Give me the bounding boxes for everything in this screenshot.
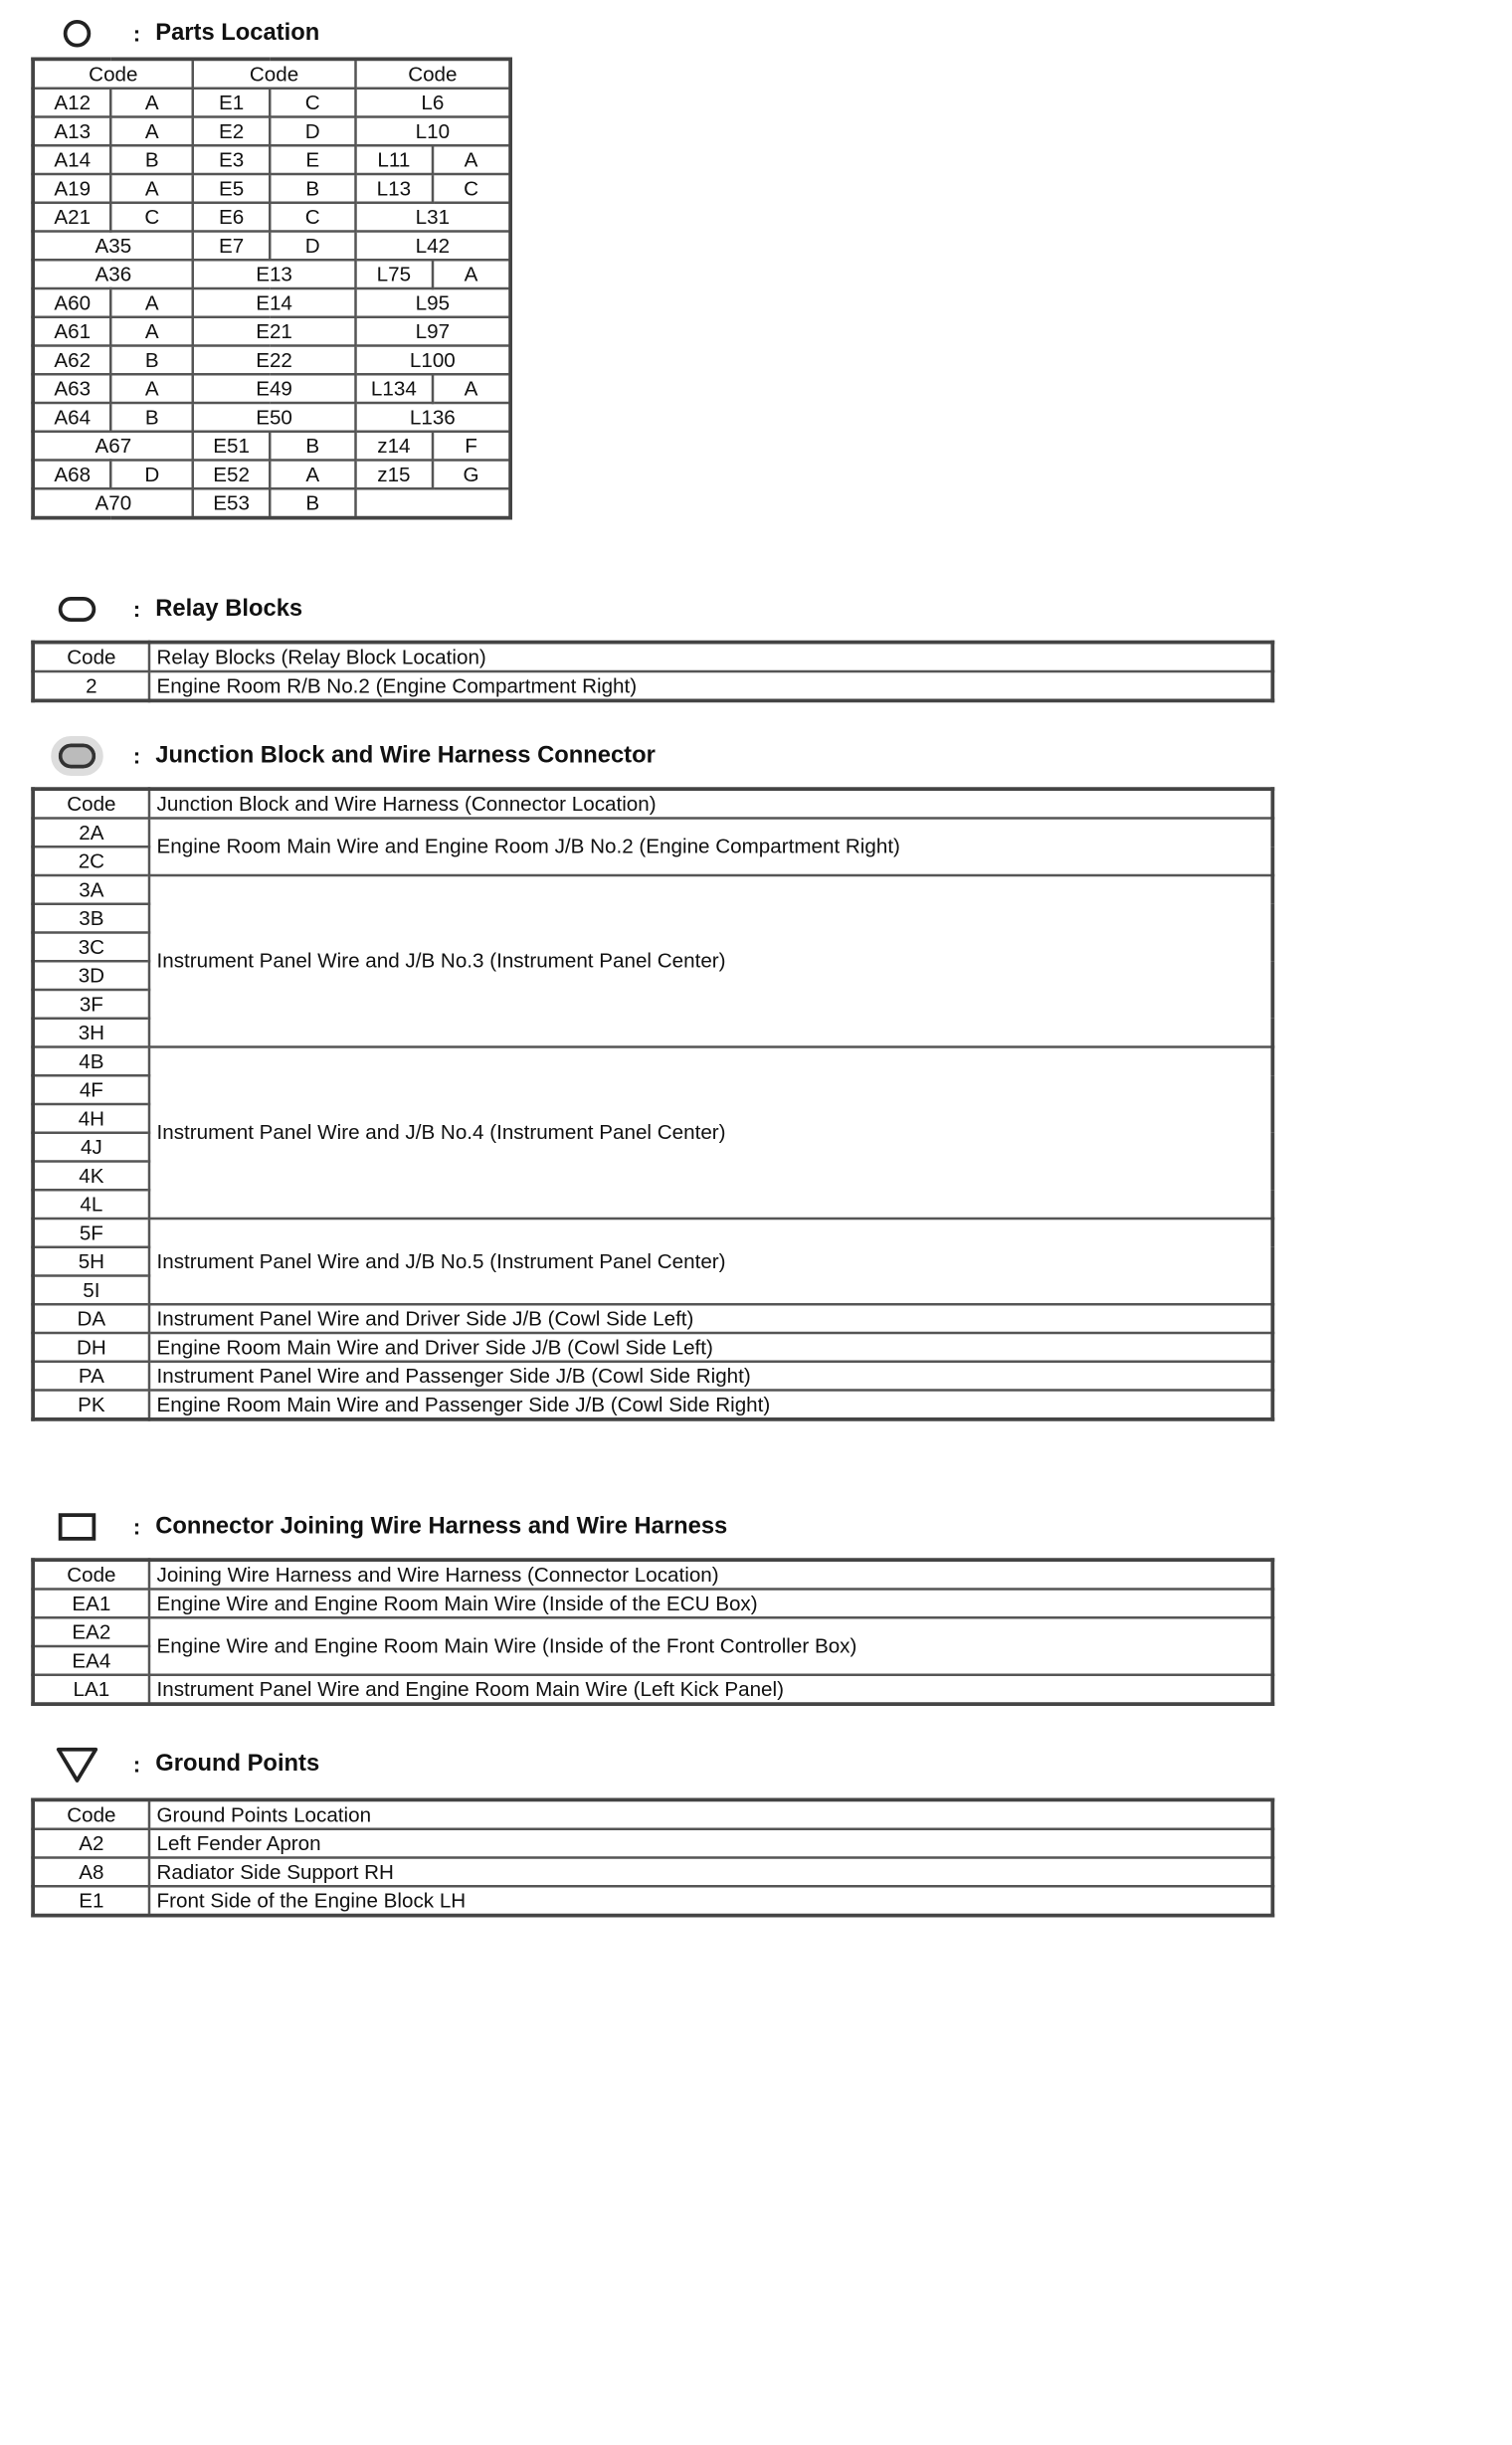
part-location-letter: C [270,203,355,232]
part-code: E5 [193,174,270,203]
code-cell: 3C [33,933,149,962]
table-row [33,461,510,489]
part-code: L134 [355,374,432,403]
part-code: E3 [193,145,270,174]
part-code: L6 [355,89,510,117]
part-location-letter: B [270,488,355,517]
part-location-letter: C [111,203,193,232]
description-cell: Engine Room R/B No.2 (Engine Compartment Right) [149,671,1272,700]
heading-colon: : [132,20,141,46]
column-header: Code [33,59,193,88]
part-location-letter: B [111,346,193,375]
ground-points-table [31,1798,1274,1918]
part-code [355,488,510,517]
part-code: L31 [355,203,510,232]
code-cell: EA1 [33,1590,149,1618]
junction-block-table [31,787,1274,1421]
code-cell: 3D [33,961,149,990]
description-cell: Instrument Panel Wire and Driver Side J/B (Cowl Side Left) [149,1304,1272,1333]
part-code: E13 [193,260,355,288]
table-row [33,819,1272,847]
part-code: L11 [355,145,432,174]
part-location-letter: C [270,89,355,117]
part-location-letter: A [111,288,193,317]
description-cell: Instrument Panel Wire and J/B No.3 (Instrument Panel Center) [149,875,1272,1047]
part-code: A13 [33,117,111,146]
table-row [33,317,510,346]
code-cell: 5F [33,1219,149,1247]
code-cell: 3B [33,904,149,933]
header-row [33,789,1272,818]
part-location-letter: D [270,117,355,146]
part-code: L42 [355,232,510,261]
heading-colon: : [132,742,141,768]
part-code: A61 [33,317,111,346]
description-cell: Instrument Panel Wire and Engine Room Main Wire (Left Kick Panel) [149,1675,1272,1704]
oval-icon [59,597,96,622]
table-row [33,174,510,203]
part-code: A64 [33,403,111,432]
part-location-letter: A [270,461,355,489]
part-code: E50 [193,403,355,432]
table-row [33,374,510,403]
table-row [33,1362,1272,1391]
description-cell: Engine Room Main Wire and Driver Side J/B (Cowl Side Left) [149,1333,1272,1362]
part-code: A12 [33,89,111,117]
table-row [33,89,510,117]
description-cell: Engine Room Main Wire and Engine Room J/B No.2 (Engine Compartment Right) [149,819,1272,876]
part-code: L95 [355,288,510,317]
part-code: E49 [193,374,355,403]
table-row [33,875,1272,904]
part-code: L100 [355,346,510,375]
code-cell: 2C [33,846,149,875]
description-cell: Radiator Side Support RH [149,1858,1272,1887]
column-header-description: Joining Wire Harness and Wire Harness (Connector Location) [149,1560,1272,1589]
description-cell: Left Fender Apron [149,1829,1272,1858]
column-header-code: Code [33,643,149,671]
description-cell: Instrument Panel Wire and Passenger Side J/B (Cowl Side Right) [149,1362,1272,1391]
table-row [33,288,510,317]
heading-colon: : [132,1751,141,1777]
code-cell: PA [33,1362,149,1391]
table-row [33,1675,1272,1704]
part-code: E6 [193,203,270,232]
part-code: L97 [355,317,510,346]
code-cell: 4K [33,1162,149,1191]
connector-joining-table [31,1558,1274,1706]
column-header-description: Relay Blocks (Relay Block Location) [149,643,1272,671]
code-cell: 4L [33,1190,149,1219]
table-row [33,671,1272,700]
part-code: E7 [193,232,270,261]
heading-colon: : [132,596,141,622]
junction-block-heading [56,740,656,773]
part-code: E22 [193,346,355,375]
part-code: A63 [33,374,111,403]
part-code: E2 [193,117,270,146]
part-code: A35 [33,232,193,261]
table-row [33,1886,1272,1915]
code-cell: A2 [33,1829,149,1858]
code-cell: 4B [33,1047,149,1076]
part-code: z14 [355,432,432,461]
part-location-letter: A [433,145,511,174]
part-location-letter: A [111,89,193,117]
header-row [33,1560,1272,1589]
section-title: Parts Location [155,20,320,47]
part-code: A14 [33,145,111,174]
table-row [33,1304,1272,1333]
table-row [33,232,510,261]
code-cell: E1 [33,1886,149,1915]
part-code: A21 [33,203,111,232]
section-title: Relay Blocks [155,595,303,622]
code-cell: 2A [33,819,149,847]
code-cell: LA1 [33,1675,149,1704]
part-location-letter: F [433,432,511,461]
table-row [33,1829,1272,1858]
column-header: Code [355,59,510,88]
table-row [33,1047,1272,1076]
column-header: Code [193,59,355,88]
part-location-letter: B [111,403,193,432]
table-row [33,1391,1272,1419]
part-code: L13 [355,174,432,203]
table-row [33,1333,1272,1362]
header-row [33,643,1272,671]
code-cell: 3H [33,1019,149,1047]
table-row [33,145,510,174]
description-cell: Instrument Panel Wire and J/B No.4 (Instrument Panel Center) [149,1047,1272,1220]
part-code: A67 [33,432,193,461]
rectangle-icon [59,1513,96,1541]
table-row [33,203,510,232]
section-title: Ground Points [155,1751,320,1778]
part-code: E53 [193,488,270,517]
part-location-letter: D [111,461,193,489]
part-location-letter: B [270,174,355,203]
ground-points-heading [56,1749,319,1782]
part-code: z15 [355,461,432,489]
part-location-letter: A [111,374,193,403]
part-location-letter: A [433,260,511,288]
description-cell: Instrument Panel Wire and J/B No.5 (Instrument Panel Center) [149,1219,1272,1304]
part-code: E1 [193,89,270,117]
table-row [33,346,510,375]
code-cell: A8 [33,1858,149,1887]
code-cell: PK [33,1391,149,1419]
parts-location-heading [56,18,319,51]
part-code: A19 [33,174,111,203]
code-cell: 3A [33,875,149,904]
part-location-letter: A [111,174,193,203]
code-cell: 4H [33,1104,149,1133]
connector-joining-heading [56,1511,727,1544]
part-code: A36 [33,260,193,288]
header-row [33,1799,1272,1828]
section-title: Junction Block and Wire Harness Connector [155,742,656,769]
parts-location-table [31,58,512,520]
part-location-letter: G [433,461,511,489]
part-location-letter: E [270,145,355,174]
part-code: A62 [33,346,111,375]
section-title: Connector Joining Wire Harness and Wire Harness [155,1513,728,1540]
code-cell: 2 [33,671,149,700]
table-row [33,117,510,146]
table-row [33,488,510,517]
part-code: L75 [355,260,432,288]
part-location-letter: A [433,374,511,403]
column-header-description: Junction Block and Wire Harness (Connector Location) [149,789,1272,818]
part-location-letter: C [433,174,511,203]
part-code: E52 [193,461,270,489]
part-code: E51 [193,432,270,461]
part-code: A60 [33,288,111,317]
code-cell: 3F [33,990,149,1019]
column-header-code: Code [33,1560,149,1589]
code-cell: 5H [33,1247,149,1276]
code-cell: EA4 [33,1646,149,1675]
relay-blocks-table [31,641,1274,703]
part-location-letter: A [111,317,193,346]
code-cell: DH [33,1333,149,1362]
code-cell: 4J [33,1133,149,1162]
description-cell: Engine Room Main Wire and Passenger Side J/B (Cowl Side Right) [149,1391,1272,1419]
table-row [33,1219,1272,1247]
description-cell: Engine Wire and Engine Room Main Wire (Inside of the ECU Box) [149,1590,1272,1618]
table-row [33,403,510,432]
column-header-description: Ground Points Location [149,1799,1272,1828]
table-row [33,1858,1272,1887]
description-cell: Front Side of the Engine Block LH [149,1886,1272,1915]
code-cell: DA [33,1304,149,1333]
shaded-oval-icon [59,744,96,769]
table-row [33,260,510,288]
part-code: L10 [355,117,510,146]
heading-colon: : [132,1513,141,1539]
part-code: A68 [33,461,111,489]
part-location-letter: D [270,232,355,261]
code-cell: 4F [33,1075,149,1104]
code-cell: EA2 [33,1617,149,1646]
description-cell: Engine Wire and Engine Room Main Wire (Inside of the Front Controller Box) [149,1617,1272,1675]
table-row [33,1590,1272,1618]
table-row [33,432,510,461]
part-location-letter: A [111,117,193,146]
part-location-letter: B [270,432,355,461]
part-code: E21 [193,317,355,346]
column-header-code: Code [33,1799,149,1828]
part-location-letter: B [111,145,193,174]
table-row [33,1617,1272,1646]
code-cell: 5I [33,1276,149,1305]
triangle-icon [56,1746,98,1784]
part-code: L136 [355,403,510,432]
circle-icon [64,20,92,48]
relay-blocks-heading [56,593,302,626]
column-header-code: Code [33,789,149,818]
part-code: E14 [193,288,355,317]
part-code: A70 [33,488,193,517]
